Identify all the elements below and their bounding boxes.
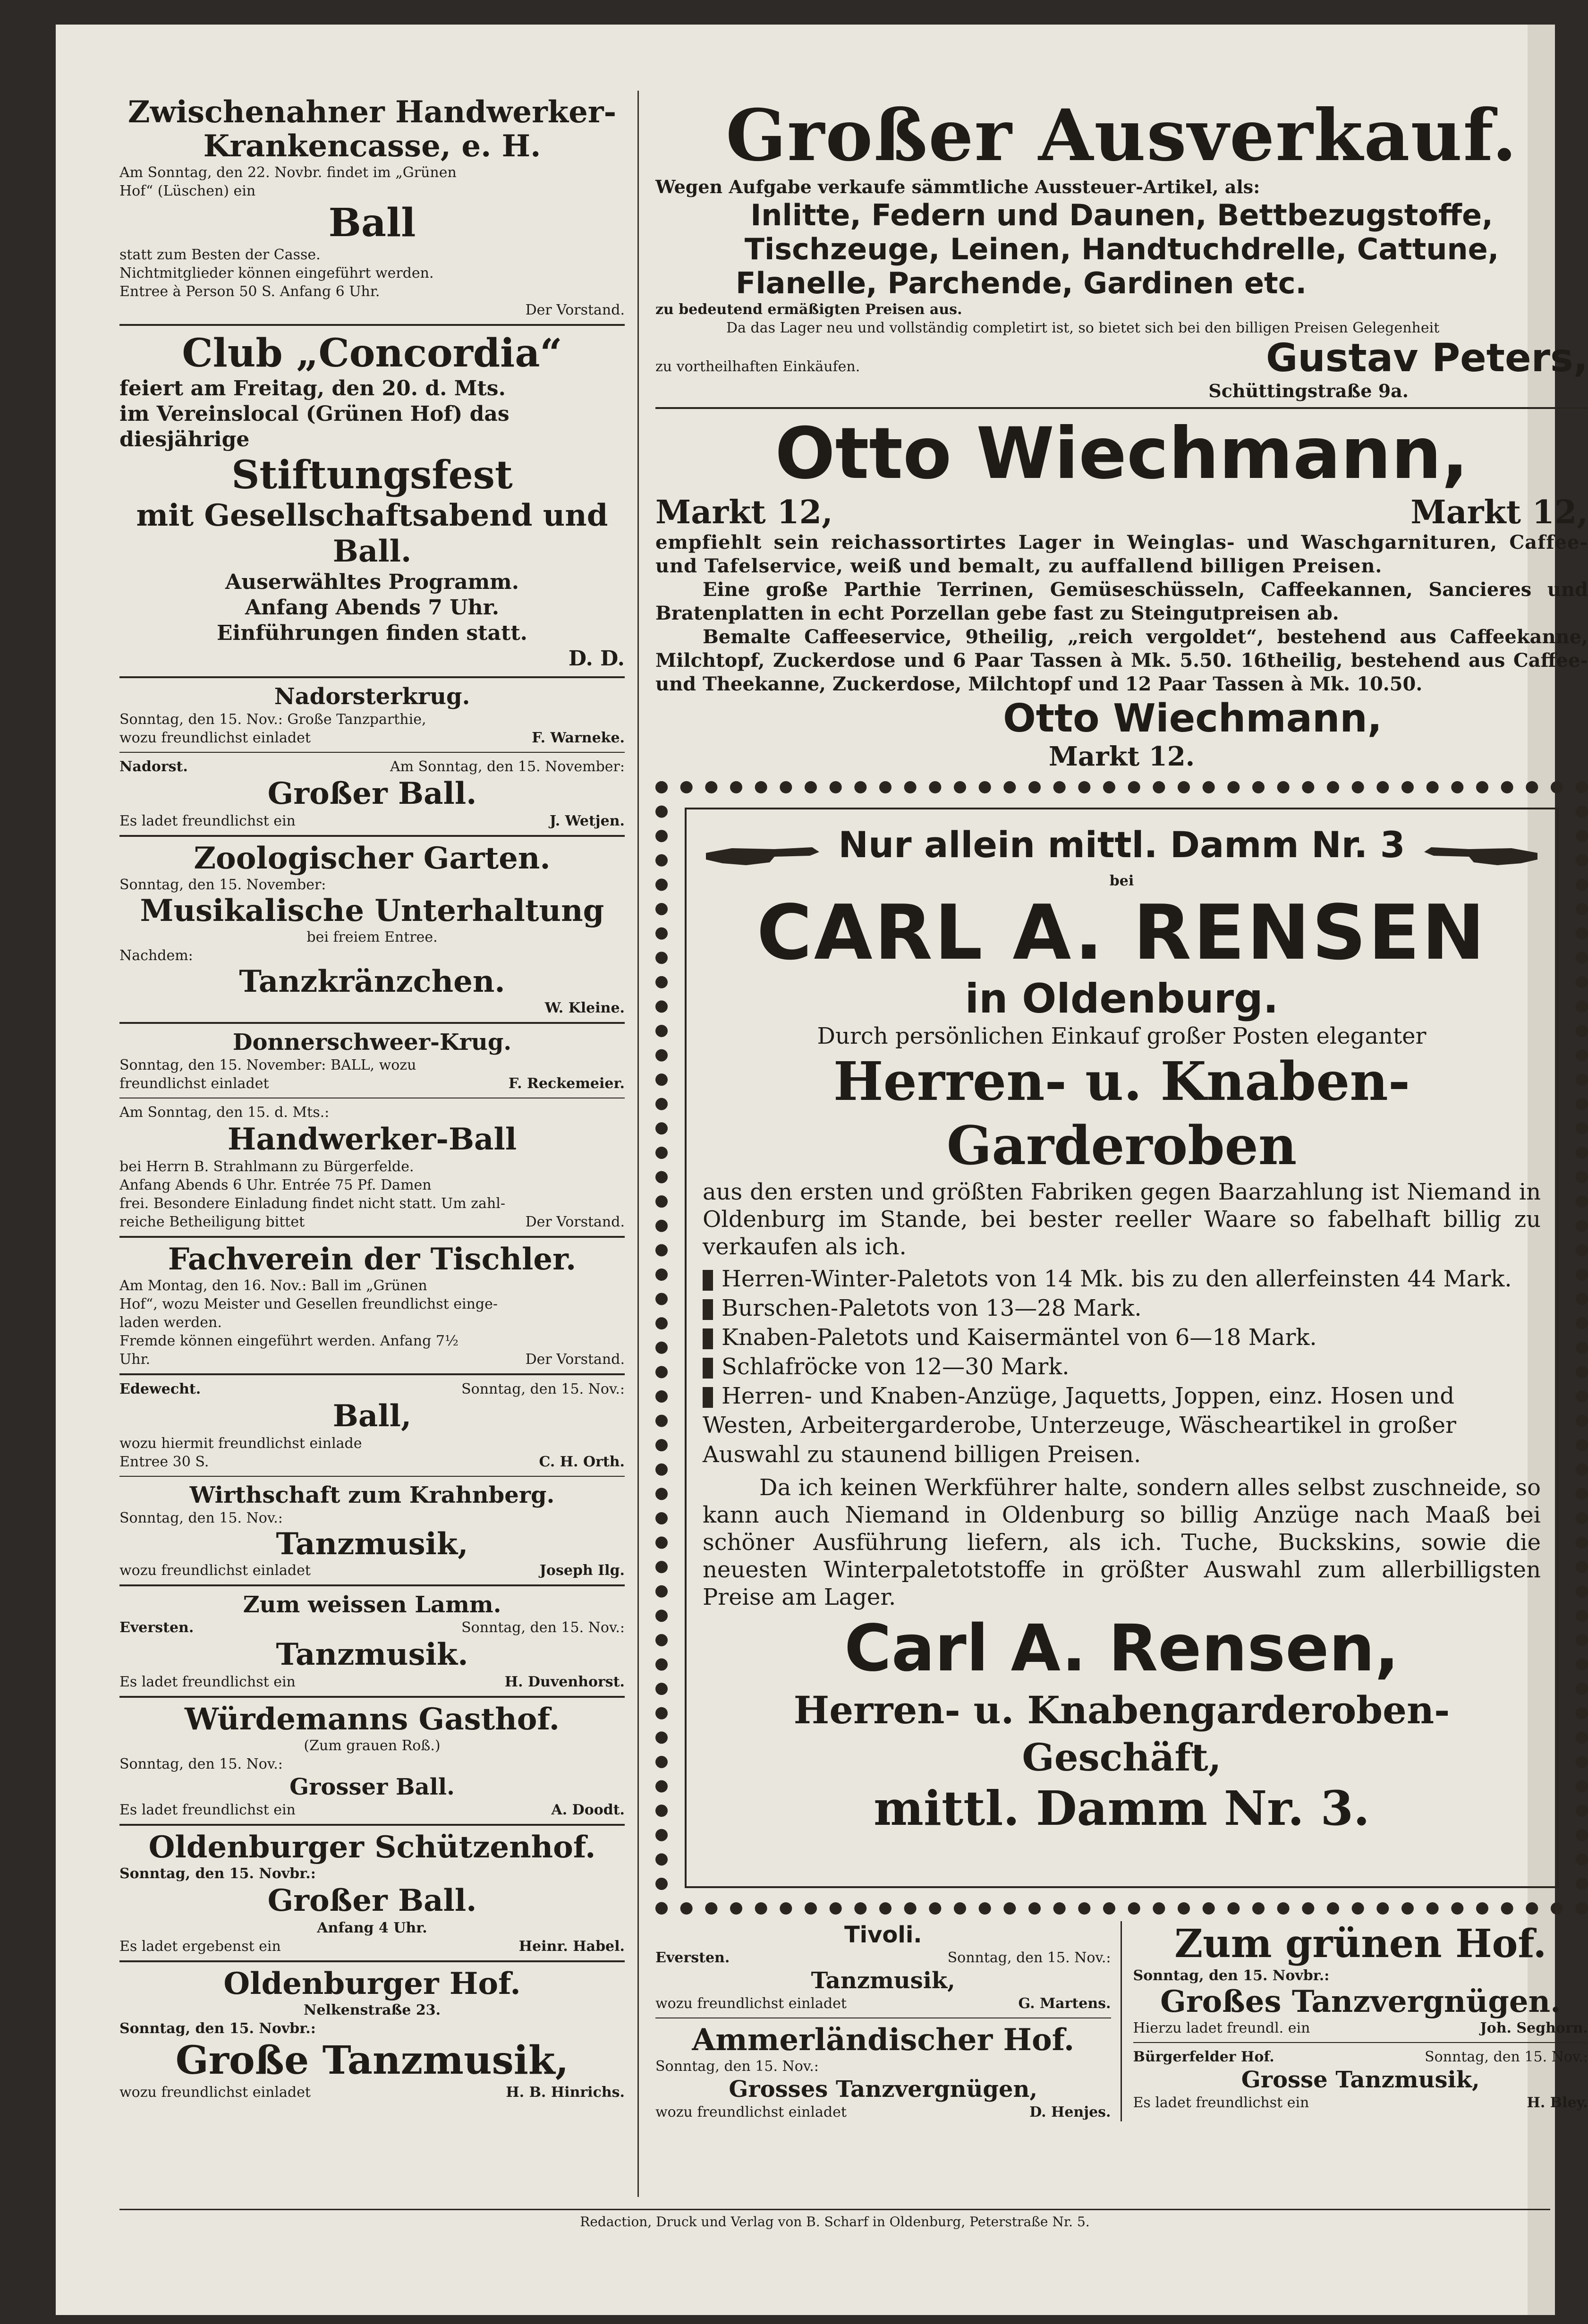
ad-place: Eversten. bbox=[655, 1949, 730, 1966]
imprint-footer: Redaction, Druck und Verlag von B. Scharf in Oldenburg, Peterstraße Nr. 5. bbox=[119, 2209, 1550, 2230]
divider bbox=[119, 835, 625, 837]
ad-subtitle: Tanzkränzchen. bbox=[239, 964, 505, 999]
ad-text: Sonntag, den 15. Nov.: bbox=[655, 2058, 819, 2075]
ad-handwerker-ball bbox=[119, 1103, 625, 1231]
ad-footer-row bbox=[119, 1350, 625, 1369]
ad-text: Am Sonntag, den 15. d. Mts.: bbox=[119, 1104, 330, 1121]
ad-subtitle: Herren- u. Knabengarderoben-Geschäft, bbox=[793, 1687, 1450, 1779]
ad-text: wozu hiermit freundlichst einlade bbox=[119, 1435, 362, 1452]
list-bullet-icon bbox=[703, 1387, 713, 1408]
list-item bbox=[703, 1264, 1541, 1294]
ad-text: freundlichst einladet bbox=[119, 1075, 269, 1092]
divider bbox=[119, 1022, 625, 1024]
ad-headline: Ball, bbox=[332, 1398, 412, 1434]
ad-text: Es ladet freundlichst ein bbox=[119, 1674, 296, 1690]
ad-title: Zwischenahner Handwerker- bbox=[127, 94, 617, 130]
divider bbox=[119, 1584, 625, 1586]
column-divider bbox=[637, 91, 639, 2197]
ad-text: wozu freundlichst einladet bbox=[119, 730, 311, 746]
ad-text: Einführungen finden statt. bbox=[216, 621, 527, 645]
ad-text: Sonntag, den 15. Nov.: bbox=[119, 1510, 283, 1526]
ad-text: Es ladet freundlichst ein bbox=[119, 813, 296, 829]
ad-footer-row bbox=[1133, 2094, 1588, 2112]
ad-headline: Nur allein mittl. Damm Nr. 3 bbox=[838, 824, 1405, 866]
ad-subtitle: in Oldenburg. bbox=[965, 975, 1279, 1022]
ad-place: Edewecht. bbox=[119, 1381, 201, 1397]
ad-header-row bbox=[655, 1949, 1111, 1967]
ad-donnerschweer bbox=[119, 1029, 625, 1093]
list-bullet-icon bbox=[703, 1270, 713, 1291]
ad-footer-row bbox=[119, 1673, 625, 1691]
list-item-text: Herren- und Knaben-Anzüge, Jaquetts, Joppen, einz. Hosen und Westen, Arbeitergarderobe, Unterzeuge, Wäscheartikel in großer Auswahl zu staunend billigen Preisen. bbox=[703, 1382, 1456, 1468]
ad-text: Sonntag, den 15. Nov.: bbox=[1425, 2049, 1588, 2065]
ad-buergerfelder-hof bbox=[1133, 2048, 1588, 2112]
ad-signature: Carl A. Rensen, bbox=[844, 1611, 1399, 1686]
ad-price-list bbox=[703, 1264, 1541, 1469]
pointing-hand-right-icon bbox=[704, 839, 822, 872]
ad-text: reiche Betheiligung bittet bbox=[119, 1214, 305, 1230]
ad-title: Zoologischer Garten. bbox=[194, 841, 551, 876]
ad-place: Bürgerfelder Hof. bbox=[1133, 2049, 1274, 2065]
ad-footer-row bbox=[119, 729, 625, 747]
ad-footer-row bbox=[119, 1937, 625, 1956]
ad-tivoli bbox=[655, 1921, 1111, 2013]
ad-signature: J. Wetjen. bbox=[549, 813, 625, 829]
ad-text: Anfang 4 Uhr. bbox=[317, 1920, 427, 1936]
ad-text: Anfang Abends 6 Uhr. Entrée 75 Pf. Damen bbox=[119, 1177, 432, 1193]
ad-krankencasse bbox=[119, 95, 625, 319]
ad-text: Wegen Aufgabe verkaufe sämmtliche Aussteuer-Artikel, als: bbox=[655, 176, 1260, 197]
ad-wuerdemann bbox=[119, 1703, 625, 1819]
ad-text: Hof“, wozu Meister und Gesellen freundlichst einge- bbox=[119, 1296, 498, 1312]
list-item-text: Knaben-Paletots und Kaisermäntel von 6—18 Mark. bbox=[722, 1324, 1317, 1351]
ad-text: wozu freundlichst einladet bbox=[119, 1562, 311, 1579]
ad-headline: Tanzmusik. bbox=[276, 1637, 468, 1672]
ad-text: im Vereinslocal (Grünen Hof) das bbox=[119, 402, 510, 426]
ad-signature: H. Bley. bbox=[1527, 2094, 1588, 2111]
ad-text: Da das Lager neu und vollständig completirt ist, so bietet sich bei den billigen Preisen Gelegenheit bbox=[726, 320, 1440, 336]
ad-text: Nachdem: bbox=[119, 947, 193, 964]
divider bbox=[119, 676, 625, 678]
ad-header-row bbox=[1133, 2048, 1588, 2066]
ad-text: wozu freundlichst einladet bbox=[655, 2104, 847, 2120]
ad-text: laden werden. bbox=[119, 1314, 222, 1331]
ad-title: Donnerschweer-Krug. bbox=[232, 1029, 512, 1056]
ad-paragraph: Eine große Parthie Terrinen, Gemüseschüsseln, Caffeekannen, Sancieres und Bratenplatten in echt Porzellan gebe fast zu Steingutpreisen ab. bbox=[655, 579, 1588, 624]
ad-headline: Tanzmusik, bbox=[811, 1967, 955, 1994]
divider bbox=[119, 1824, 625, 1826]
ad-header-row bbox=[119, 758, 625, 776]
ad-headline: Großer Ball. bbox=[267, 776, 477, 811]
ad-title: Würdemanns Gasthof. bbox=[184, 1702, 560, 1737]
ad-signature: Otto Wiechmann, bbox=[1003, 696, 1382, 741]
ad-address: Markt 12, bbox=[1410, 494, 1588, 531]
ad-nadorsterkrug bbox=[119, 683, 625, 747]
ad-text: Nelkenstraße 23. bbox=[303, 2002, 441, 2018]
ad-items: Flanelle, Parchende, Gardinen etc. bbox=[736, 266, 1307, 300]
ad-text: Sonntag, den 15. Nov.: bbox=[461, 1381, 625, 1397]
ad-title: Oldenburger Hof. bbox=[223, 1966, 521, 2001]
ad-headline: Ball bbox=[328, 200, 416, 246]
ad-title: Tivoli. bbox=[844, 1922, 922, 1948]
ad-zoo bbox=[119, 842, 625, 1017]
ad-items: Inlitte, Federn und Daunen, Bettbezugstoffe, bbox=[750, 198, 1493, 232]
ad-text: bei Herrn B. Strahlmann zu Bürgerfelde. bbox=[119, 1158, 414, 1175]
ad-address: Schüttingstraße 9a. bbox=[1208, 380, 1409, 401]
ad-text: Durch persönlichen Einkauf großer Posten eleganter bbox=[817, 1022, 1427, 1049]
ad-weisses-lamm bbox=[119, 1591, 625, 1691]
ad-edewecht bbox=[119, 1380, 625, 1471]
ad-title: Krankencasse, e. H. bbox=[203, 128, 541, 164]
ad-signature: Heinr. Habel. bbox=[518, 1938, 625, 1955]
list-item bbox=[703, 1294, 1541, 1323]
pointing-hand-left-icon bbox=[1422, 839, 1540, 872]
ad-text: Hierzu ladet freundl. ein bbox=[1133, 2020, 1310, 2036]
ad-title: Fachverein der Tischler. bbox=[168, 1242, 577, 1277]
ad-text: wozu freundlichst einladet bbox=[655, 1995, 847, 2012]
ad-title: CARL A. RENSEN bbox=[756, 888, 1487, 977]
ad-text: (Zum grauen Roß.) bbox=[304, 1737, 441, 1754]
ad-text: Uhr. bbox=[119, 1351, 151, 1368]
ad-signature: F. Reckemeier. bbox=[508, 1075, 625, 1092]
ad-headline: Musikalische Unterhaltung bbox=[140, 893, 604, 928]
ad-footer-row bbox=[655, 1994, 1111, 2013]
ad-title: Zum weissen Lamm. bbox=[243, 1592, 501, 1618]
ad-text: frei. Besondere Einladung findet nicht statt. Um zahl- bbox=[119, 1195, 505, 1212]
divider bbox=[119, 752, 625, 753]
ad-signature: H. Duvenhorst. bbox=[504, 1674, 625, 1690]
ad-text: Nichtmitglieder können eingeführt werden. bbox=[119, 265, 434, 281]
bottom-ads-right bbox=[1122, 1921, 1588, 2121]
ad-signature: C. H. Orth. bbox=[539, 1454, 625, 1470]
ad-header-row bbox=[119, 1380, 625, 1398]
ad-text: Sonntag, den 15. Novbr.: bbox=[1133, 1967, 1330, 1984]
ad-title: Otto Wiechmann, bbox=[775, 413, 1469, 495]
ad-signature: H. B. Hinrichs. bbox=[506, 2084, 625, 2101]
ad-text: Am Montag, den 16. Nov.: Ball im „Grünen bbox=[119, 1277, 427, 1294]
ad-text: Entree 30 S. bbox=[119, 1454, 209, 1470]
ad-footer-row bbox=[119, 1074, 625, 1093]
ad-gruener-hof bbox=[1133, 1921, 1588, 2037]
ad-place: Nadorst. bbox=[119, 758, 188, 775]
ad-concordia bbox=[119, 331, 625, 672]
ad-title: Ammerländischer Hof. bbox=[692, 2022, 1075, 2058]
list-bullet-icon bbox=[703, 1358, 713, 1379]
list-bullet-icon bbox=[703, 1328, 713, 1349]
ad-signature: Der Vorstand. bbox=[525, 1214, 625, 1230]
ad-title: Zum grünen Hof. bbox=[1174, 1921, 1547, 1966]
ad-footer-row bbox=[119, 1801, 625, 1819]
ad-signature: D. D. bbox=[568, 647, 625, 671]
divider bbox=[655, 407, 1588, 409]
ad-text: Sonntag, den 15. Nov.: bbox=[119, 1756, 283, 1772]
ad-text: Am Sonntag, den 15. November: bbox=[390, 758, 625, 775]
ad-signature: W. Kleine. bbox=[544, 1000, 625, 1016]
ad-market-row bbox=[655, 494, 1588, 531]
bottom-ads bbox=[655, 1921, 1588, 2121]
ad-signature: Der Vorstand. bbox=[525, 302, 625, 318]
ad-headline: Handwerker-Ball bbox=[227, 1122, 517, 1157]
ad-text: Anfang Abends 7 Uhr. bbox=[245, 596, 500, 620]
ad-signature: Joseph Ilg. bbox=[539, 1562, 625, 1579]
ad-wiechmann bbox=[655, 414, 1588, 772]
ad-title: Oldenburger Schützenhof. bbox=[148, 1830, 596, 1865]
ad-text: bei freiem Entree. bbox=[306, 929, 438, 945]
ad-text: Sonntag, den 15. November: bbox=[119, 877, 326, 893]
ad-rensen-top bbox=[703, 824, 1541, 872]
ad-footer-row bbox=[655, 337, 1588, 380]
ad-nadorst bbox=[119, 758, 625, 830]
list-item-text: Burschen-Paletots von 13—28 Mark. bbox=[722, 1294, 1142, 1321]
ad-ammerland bbox=[655, 2023, 1111, 2121]
ad-paragraph: Bemalte Caffeeservice, 9theilig, „reich vergoldet“, bestehend aus Caffeekanne, Milchtopf, Zuckerdose und 6 Paar Tassen à Mk. 5.50. 16theilig, bestehend aus Caffee- und Theekanne, Zuckerdose, Milchtopf und 12 Paar Tassen à Mk. 10.50. bbox=[655, 626, 1588, 695]
ad-text: Am Sonntag, den 22. Novbr. findet im „Grünen bbox=[119, 164, 457, 181]
divider bbox=[119, 1960, 625, 1962]
divider bbox=[1133, 2042, 1588, 2043]
ad-paragraph: Da ich keinen Werkführer halte, sondern alles selbst zuschneide, so kann auch Niemand in Oldenburg so billig Anzüge nach Maaß bei schöner Ausführung liefern, als ich. Tuche, Buckskins, sowie die neuesten Winterpaletotstoffe in größter Auswahl zum allerbilligsten Preise am Lager. bbox=[703, 1474, 1541, 1610]
list-item bbox=[703, 1323, 1541, 1352]
ad-text: Es ladet freundlichst ein bbox=[1133, 2094, 1309, 2111]
ad-schuetzenhof bbox=[119, 1830, 625, 1956]
ad-headline: Grosses Tanzvergnügen, bbox=[729, 2076, 1038, 2103]
ad-signature: Joh. Seghorn. bbox=[1480, 2020, 1588, 2036]
list-item-text: Schlafröcke von 12—30 Mark. bbox=[722, 1353, 1070, 1380]
ad-title: Großer Ausverkauf. bbox=[726, 94, 1518, 177]
ad-headline: Stiftungsfest bbox=[231, 452, 513, 498]
ad-address: mittl. Damm Nr. 3. bbox=[874, 1780, 1370, 1836]
left-column bbox=[119, 95, 625, 2192]
list-item-text: Herren-Winter-Paletots von 14 Mk. bis zu den allerfeinsten 44 Mark. bbox=[722, 1265, 1512, 1292]
ad-header-row bbox=[119, 1618, 625, 1637]
ad-headline: Tanzmusik, bbox=[276, 1526, 468, 1562]
list-bullet-icon bbox=[703, 1299, 713, 1320]
ad-text: Hof“ (Lüschen) ein bbox=[119, 183, 256, 199]
ad-footer-row bbox=[119, 812, 625, 830]
right-column bbox=[655, 95, 1588, 2192]
ad-footer-row bbox=[655, 2103, 1111, 2121]
ad-text: Sonntag, den 15. Nov.: bbox=[947, 1949, 1111, 1966]
newspaper-page bbox=[56, 25, 1588, 2315]
ad-footer-row bbox=[119, 1453, 625, 1471]
ad-text: Sonntag, den 15. Nov.: Große Tanzparthie, bbox=[119, 711, 426, 728]
ad-headline: Großer Ball. bbox=[267, 1883, 477, 1918]
ad-text: statt zum Besten der Casse. bbox=[119, 247, 321, 263]
ad-address: Markt 12. bbox=[1048, 741, 1195, 772]
ad-rensen bbox=[685, 808, 1559, 1888]
ad-signature: Gustav Peters, bbox=[1266, 336, 1588, 381]
ad-paragraph: empfiehlt sein reichassortirtes Lager in Weinglas- und Waschgarnituren, Caffee- und Tafelservice, weiß und bemalt, zu auffallend billigen Preisen. bbox=[655, 531, 1588, 577]
ad-rensen-frame bbox=[655, 781, 1588, 1915]
ad-text: wozu freundlichst einladet bbox=[119, 2084, 311, 2101]
ad-signature: F. Warneke. bbox=[532, 730, 625, 746]
ad-text: Entree à Person 50 S. Anfang 6 Uhr. bbox=[119, 283, 380, 300]
ad-text: Sonntag, den 15. Nov.: bbox=[461, 1619, 625, 1636]
ad-text: diesjährige bbox=[119, 427, 250, 451]
bottom-ads-left bbox=[655, 1921, 1122, 2121]
ad-headline: Grosse Tanzmusik, bbox=[1241, 2067, 1480, 2093]
ad-signature: D. Henjes. bbox=[1029, 2104, 1111, 2120]
list-item bbox=[703, 1352, 1541, 1381]
ad-text: Es ladet ergebenst ein bbox=[119, 1938, 281, 1955]
ad-oldenburger-hof bbox=[119, 1967, 625, 2102]
ad-footer-row bbox=[1133, 2019, 1588, 2037]
ad-title: Nadorsterkrug. bbox=[274, 683, 470, 710]
ad-tischler bbox=[119, 1243, 625, 1369]
ad-text: zu bedeutend ermäßigten Preisen aus. bbox=[655, 301, 962, 318]
ad-text: zu vortheilhaften Einkäufen. bbox=[655, 358, 860, 375]
ad-title: Wirthschaft zum Krahnberg. bbox=[189, 1482, 555, 1508]
ad-headline: Herren- u. Knaben-Garderoben bbox=[833, 1050, 1410, 1177]
ad-text: Sonntag, den 15. November: BALL, wozu bbox=[119, 1057, 416, 1073]
ad-signature: A. Doodt. bbox=[551, 1802, 625, 1818]
ad-signature: G. Martens. bbox=[1018, 1995, 1111, 2012]
ad-text: Sonntag, den 15. Novbr.: bbox=[119, 1865, 316, 1882]
ad-text: feiert am Freitag, den 20. d. Mts. bbox=[119, 376, 506, 400]
ad-items: Tischzeuge, Leinen, Handtuchdrelle, Cattune, bbox=[744, 232, 1499, 266]
ad-headline: Grosser Ball. bbox=[289, 1774, 455, 1800]
ad-text: Sonntag, den 15. Novbr.: bbox=[119, 2020, 316, 2037]
ad-text: Es ladet freundlichst ein bbox=[119, 1802, 296, 1818]
ad-title: Club „Concordia“ bbox=[182, 331, 562, 376]
ad-subtitle: mit Gesellschaftsabend und Ball. bbox=[136, 498, 608, 569]
ad-text: bei bbox=[1109, 872, 1134, 889]
ad-place: Eversten. bbox=[119, 1619, 194, 1636]
ad-ausverkauf bbox=[655, 95, 1588, 402]
ad-text: Auserwähltes Programm. bbox=[225, 570, 519, 594]
ad-headline: Große Tanzmusik, bbox=[175, 2038, 569, 2083]
ad-krahnberg bbox=[119, 1481, 625, 1580]
divider bbox=[119, 1236, 625, 1238]
list-item bbox=[703, 1381, 1541, 1469]
ad-signature: Der Vorstand. bbox=[525, 1351, 625, 1368]
ad-headline: Großes Tanzvergnügen. bbox=[1160, 1984, 1561, 2019]
divider bbox=[119, 324, 625, 326]
divider bbox=[119, 1696, 625, 1698]
ad-footer-row bbox=[119, 1213, 625, 1231]
ad-footer-row bbox=[119, 1561, 625, 1580]
divider bbox=[119, 1476, 625, 1477]
ad-text: Fremde können eingeführt werden. Anfang 7½ bbox=[119, 1333, 459, 1349]
ad-paragraph: aus den ersten und größten Fabriken gegen Baarzahlung ist Niemand in Oldenburg im Stande, bei bester reeller Waare so fabelhaft billig zu verkaufen als ich. bbox=[703, 1178, 1541, 1260]
divider bbox=[119, 1373, 625, 1375]
ad-address: Markt 12, bbox=[655, 494, 833, 531]
ad-footer-row bbox=[119, 2083, 625, 2102]
